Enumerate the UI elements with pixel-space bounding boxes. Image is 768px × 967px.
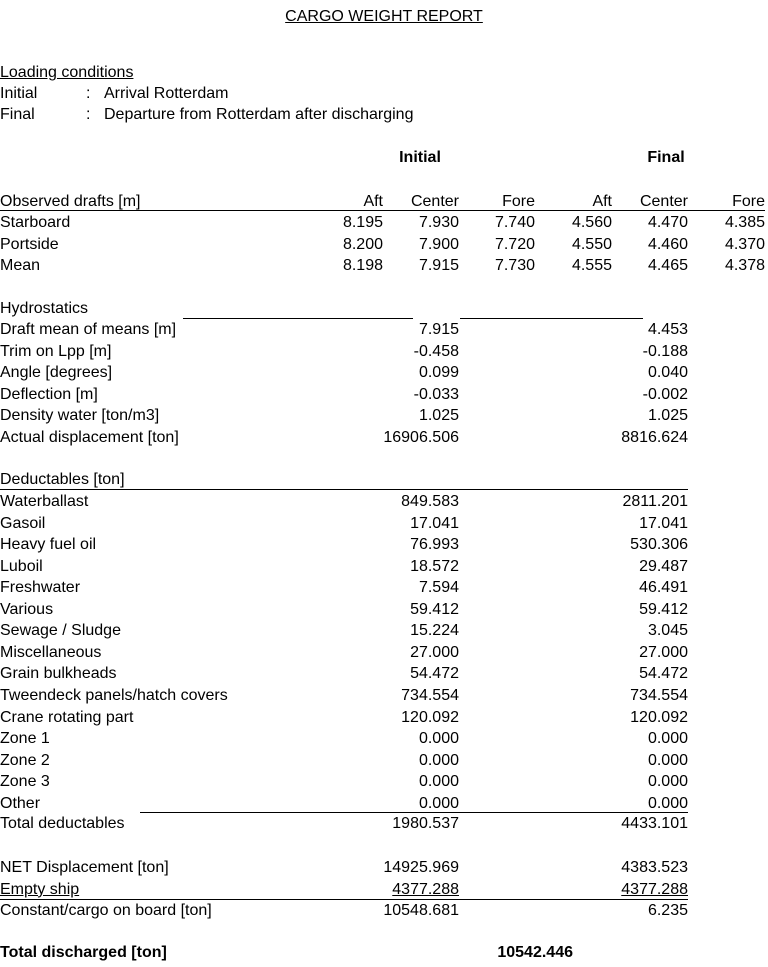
deductables-final-value: 0.000 [647,794,688,812]
drafts-value: 4.460 [647,235,688,253]
deductables-initial-value: 59.412 [410,600,459,618]
hydrostatics-initial-value: 16906.506 [383,428,459,446]
deductables-final-value: 120.092 [630,708,688,726]
deductables-final-value: 59.412 [639,600,688,618]
drafts-row-label: Starboard [0,214,71,231]
deductables-initial-value: 0.000 [418,730,459,748]
drafts-rule [0,210,765,211]
drafts-value: 7.730 [494,257,535,274]
total-deductables-label: Total deductables [0,815,125,832]
deductables-row-label: Zone 3 [0,773,50,791]
drafts-value: 7.900 [418,235,459,253]
deductables-initial-value: 849.583 [401,493,459,510]
hydrostatics-final-value: 1.025 [647,407,688,424]
hydrostatics-final-value: 8816.624 [621,428,688,446]
hydrostatics-final-value: 0.040 [647,364,688,381]
deductables-row-label: Other [0,794,41,812]
drafts-subheader: Fore [502,193,535,210]
net-final-value: 4383.523 [621,859,688,876]
deductables-initial-value: 0.000 [418,794,459,812]
drafts-value: 4.370 [724,235,765,253]
total-discharged-label: Total discharged [ton] [0,944,167,961]
hydrostatics-final-value: -0.002 [642,385,688,403]
deductables-initial-value: 120.092 [401,708,459,726]
drafts-subheader: Aft [363,193,383,210]
net-rule [0,899,688,900]
hydrostatics-initial-value: 7.915 [418,321,459,338]
hydrostatics-initial-value: -0.033 [413,385,459,403]
deductables-final-value: 29.487 [639,557,688,575]
deductables-subtotal-rule-label [140,812,384,813]
deductables-row-label: Crane rotating part [0,708,134,726]
net-final-value: 4377.288 [621,880,688,898]
drafts-value: 7.720 [494,235,535,253]
drafts-value: 7.740 [494,214,535,231]
deductables-final-value: 46.491 [639,579,688,597]
deductables-row-label: Freshwater [0,579,81,597]
deductables-final-value: 2811.201 [622,493,688,510]
deductables-rule [0,489,688,490]
deductables-initial-value: 76.993 [410,536,459,554]
loading-final-label: Final [0,106,35,123]
drafts-subheader: Center [410,193,459,210]
drafts-subheader: Aft [592,193,612,210]
deductables-initial-value: 0.000 [418,773,459,791]
net-row-label: Empty ship [0,880,80,898]
deductables-row-label: Zone 1 [0,730,50,748]
hydrostatics-row-label: Angle [degrees] [0,364,113,381]
deductables-final-value: 0.000 [647,773,688,791]
deductables-final-value: 0.000 [647,751,688,769]
hydrostatics-heading: Hydrostatics [0,300,89,317]
deductables-subtotal-rule-final [460,812,614,813]
deductables-final-value: 17.041 [639,514,688,532]
deductables-row-label: Zone 2 [0,751,50,769]
drafts-row-label: Mean [0,257,41,274]
loading-final-value: Departure from Rotterdam after discharging [104,106,414,123]
drafts-subheader: Fore [732,193,765,210]
hydrostatics-row-label: Deflection [m] [0,385,98,403]
deductables-row-label: Tweendeck panels/hatch covers [0,686,228,704]
hydrostatics-final-value: 4.453 [647,321,688,338]
drafts-value: 4.385 [724,214,765,231]
deductables-initial-value: 15.224 [410,622,459,640]
column-header-initial: Initial [399,149,441,166]
deductables-subtotal-rule-final-b [614,812,688,813]
hydrostatics-row-label: Density water [ton/m3] [0,407,160,424]
deductables-initial-value: 18.572 [410,557,459,575]
net-initial-value: 10548.681 [383,902,459,919]
deductables-initial-value: 27.000 [410,643,459,661]
net-row-label: Constant/cargo on board [ton] [0,902,212,919]
hydrostatics-initial-value: 0.099 [418,364,459,381]
deductables-initial-value: 54.472 [410,665,459,683]
total-deductables-initial: 1980.537 [392,815,459,832]
drafts-value: 4.555 [571,257,612,274]
hydrostatics-rule-initial [183,318,413,319]
deductables-row-label: Waterballast [0,493,89,510]
deductables-initial-value: 17.041 [410,514,459,532]
deductables-row-label: Grain bulkheads [0,665,117,683]
hydrostatics-row-label: Trim on Lpp [m] [0,342,112,360]
deductables-final-value: 530.306 [630,536,688,554]
hydrostatics-row-label: Draft mean of means [m] [0,321,177,338]
drafts-value: 4.378 [724,257,765,274]
drafts-value: 4.560 [571,214,612,231]
hydrostatics-initial-value: -0.458 [413,342,459,360]
hydrostatics-final-value: -0.188 [642,342,688,360]
total-deductables-final: 4433.101 [621,815,688,832]
column-header-final: Final [647,149,685,166]
drafts-value: 7.915 [418,257,459,274]
deductables-subtotal-rule-initial [384,812,460,813]
drafts-value: 8.200 [342,235,383,253]
hydrostatics-initial-value: 1.025 [418,407,459,424]
deductables-row-label: Heavy fuel oil [0,536,97,554]
deductables-row-label: Various [0,600,54,618]
net-final-value: 6.235 [647,902,688,919]
loading-conditions-heading: Loading conditions [0,64,134,81]
drafts-value: 7.930 [418,214,459,231]
drafts-row-label: Portside [0,235,59,253]
deductables-final-value: 0.000 [647,730,688,748]
deductables-initial-value: 0.000 [418,751,459,769]
drafts-value: 4.550 [571,235,612,253]
total-discharged-value: 10542.446 [497,944,573,961]
loading-initial-label: Initial [0,85,38,102]
deductables-row-label: Gasoil [0,514,46,532]
deductables-final-value: 54.472 [639,665,688,683]
loading-initial-sep: : [86,85,91,102]
drafts-value: 4.470 [647,214,688,231]
drafts-value: 8.195 [342,214,383,231]
loading-final-sep: : [86,106,91,123]
report-title: CARGO WEIGHT REPORT [285,8,483,25]
deductables-initial-value: 7.594 [418,579,459,597]
drafts-value: 8.198 [342,257,383,274]
deductables-initial-value: 734.554 [401,686,459,704]
hydrostatics-rule-final [460,318,643,319]
net-initial-value: 4377.288 [392,880,459,898]
deductables-row-label: Miscellaneous [0,643,102,661]
drafts-subheader: Center [639,193,688,210]
deductables-row-label: Luboil [0,557,43,575]
hydrostatics-row-label: Actual displacement [ton] [0,428,179,446]
deductables-final-value: 27.000 [639,643,688,661]
deductables-row-label: Sewage / Sludge [0,622,121,640]
loading-initial-value: Arrival Rotterdam [104,85,229,102]
deductables-final-value: 734.554 [630,686,688,704]
deductables-heading: Deductables [ton] [0,471,125,488]
deductables-final-value: 3.045 [647,622,688,640]
net-initial-value: 14925.969 [383,859,459,876]
drafts-value: 4.465 [647,257,688,274]
drafts-heading: Observed drafts [m] [0,193,141,210]
net-row-label: NET Displacement [ton] [0,859,169,876]
